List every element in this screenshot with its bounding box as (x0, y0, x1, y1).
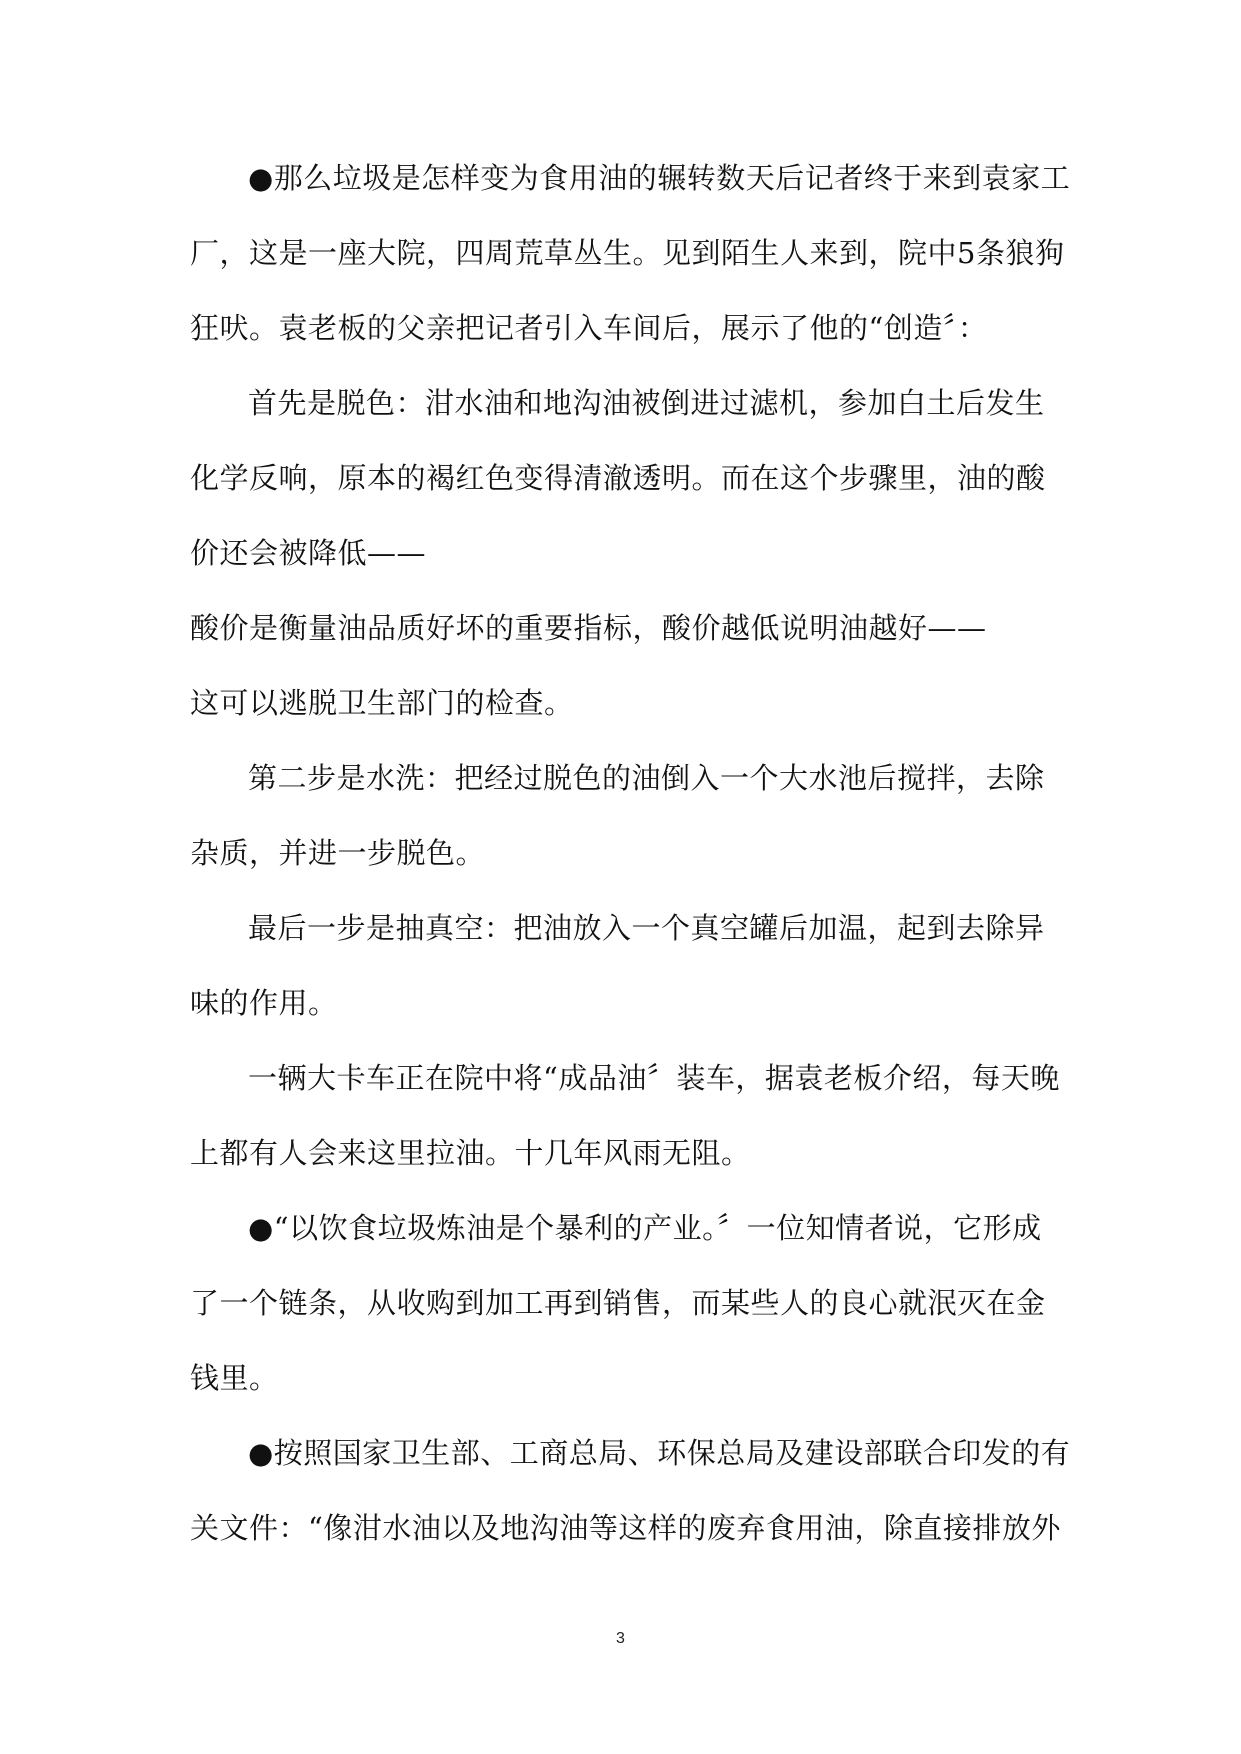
paragraph-line: 酸价是衡量油品质好坏的重要指标，酸价越低说明油越好—— (190, 611, 987, 645)
paragraph-line: 味的作用。 (190, 986, 338, 1020)
paragraph-line: 了一个链条，从收购到加工再到销售，而某些人的良心就泯灭在金 (190, 1286, 1046, 1320)
paragraph-line: 上都有人会来这里拉油。十几年风雨无阻。 (190, 1136, 751, 1170)
paragraph-line: 价还会被降低—— (190, 536, 427, 570)
paragraph-line: 一辆大卡车正在院中将“成品油〞装车，据袁老板介绍，每天晚 (248, 1061, 1060, 1095)
paragraph-line: ●那么垃圾是怎样变为食用油的辗转数天后记者终于来到袁家工 (248, 161, 1071, 195)
paragraph-line: 这可以逃脱卫生部门的检查。 (190, 686, 574, 720)
paragraph-line: 化学反响，原本的褐红色变得清澈透明。而在这个步骤里，油的酸 (190, 461, 1046, 495)
paragraph-line: 首先是脱色：泔水油和地沟油被倒进过滤机，参加白土后发生 (248, 386, 1045, 420)
paragraph-line: 狂吠。袁老板的父亲把记者引入车间后，展示了他的“创造〞： (190, 311, 988, 345)
paragraph-line: ●按照国家卫生部、工商总局、环保总局及建设部联合印发的有 (248, 1436, 1071, 1470)
paragraph-line: 厂，这是一座大院，四周荒草丛生。见到陌生人来到，院中5条狼狗 (190, 236, 1065, 270)
paragraph-line: 第二步是水洗：把经过脱色的油倒入一个大水池后搅拌，去除 (248, 761, 1045, 795)
page-number: 3 (616, 1630, 625, 1647)
paragraph-line: ●“以饮食垃圾炼油是个暴利的产业。〞一位知情者说，它形成 (248, 1211, 1042, 1245)
paragraph-line: 最后一步是抽真空：把油放入一个真空罐后加温，起到去除异 (248, 911, 1045, 945)
paragraph-line: 钱里。 (190, 1361, 279, 1395)
paragraph-line: 关文件：“像泔水油以及地沟油等这样的废弃食用油，除直接排放外 (190, 1511, 1061, 1545)
paragraph-line: 杂质，并进一步脱色。 (190, 836, 486, 870)
